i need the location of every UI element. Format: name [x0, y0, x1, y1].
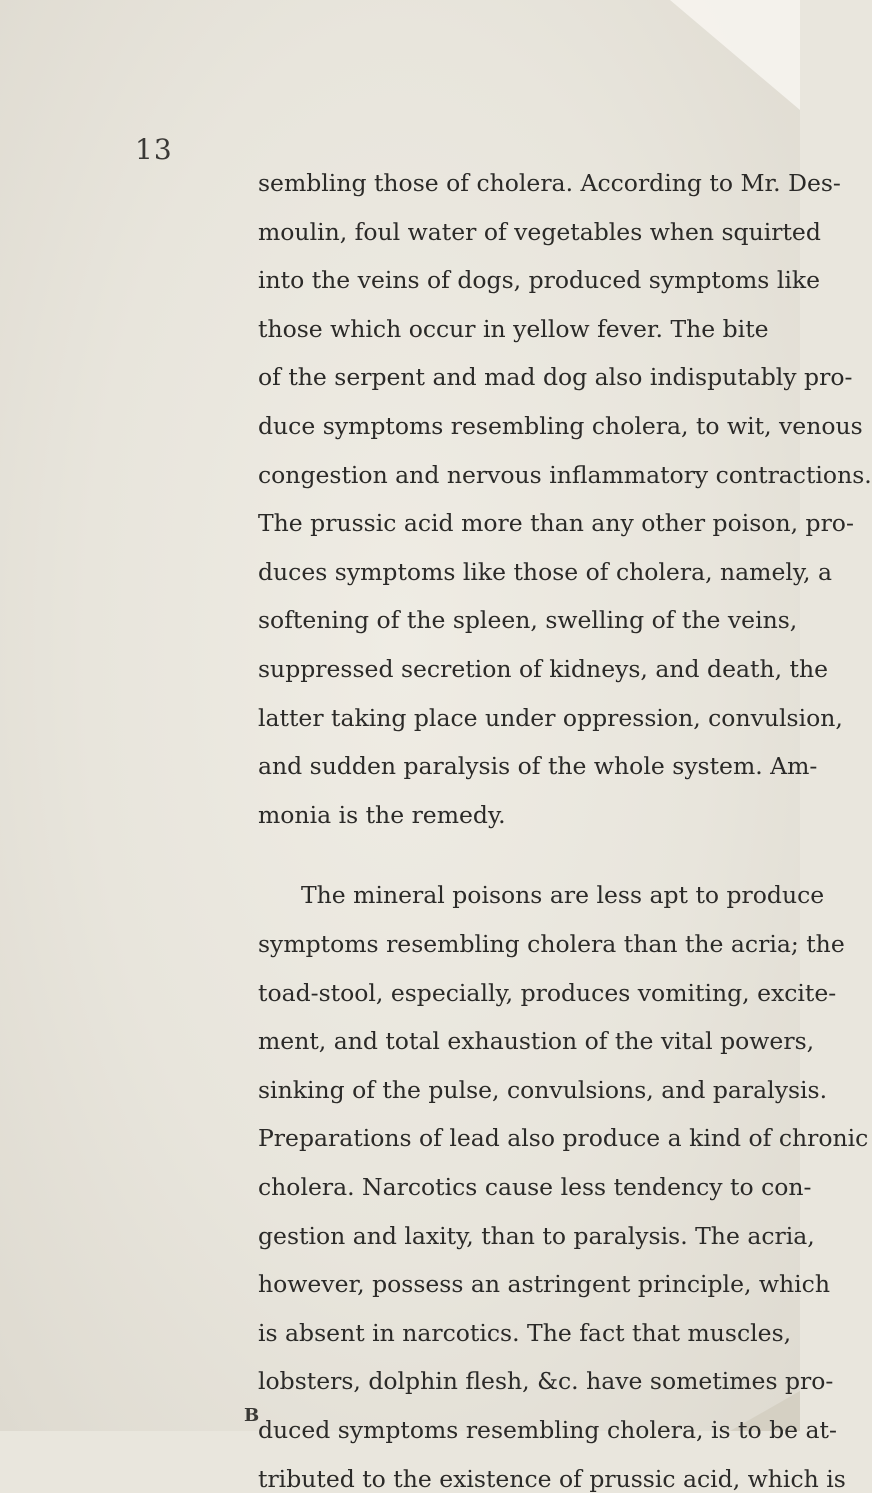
text-line: sembling those of cholera. According to Mr. Des- [258, 169, 841, 197]
text-line: The mineral poisons are less apt to produce [301, 881, 825, 909]
text-line: congestion and nervous inflammatory contractions. [258, 461, 872, 489]
text-line: tributed to the existence of prussic acid, which is [258, 1465, 846, 1493]
text-line: monia is the remedy. [258, 801, 506, 829]
text-line: duce symptoms resembling cholera, to wit, venous [258, 412, 863, 440]
text-line: however, possess an astringent principle, which [258, 1270, 830, 1298]
text-line: cholera. Narcotics cause less tendency to con- [258, 1173, 812, 1201]
text-line: The prussic acid more than any other poison, pro- [258, 509, 854, 537]
text-line: Preparations of lead also produce a kind of chronic [258, 1124, 869, 1152]
text-line: latter taking place under oppression, convulsion, [258, 704, 843, 732]
text-line: moulin, foul water of vegetables when squirted [258, 218, 821, 246]
text-line: softening of the spleen, swelling of the veins, [258, 606, 798, 634]
text-line: those which occur in yellow fever. The bite [258, 315, 769, 343]
text-line: ment, and total exhaustion of the vital powers, [258, 1027, 815, 1055]
text-line: toad-stool, especially, produces vomiting, excite- [258, 979, 837, 1007]
text-line: duced symptoms resembling cholera, is to be at- [258, 1416, 837, 1444]
text-line: symptoms resembling cholera than the acria; the [258, 930, 845, 958]
text-line: suppressed secretion of kidneys, and death, the [258, 655, 829, 683]
text-line: into the veins of dogs, produced symptoms like [258, 266, 821, 294]
text-line: is absent in narcotics. The fact that muscles, [258, 1319, 792, 1347]
signature-mark: B [244, 1405, 260, 1426]
text-line: lobsters, dolphin flesh, &c. have sometimes pro- [258, 1367, 834, 1395]
text-line: gestion and laxity, than to paralysis. The acria, [258, 1222, 815, 1250]
text-line: of the serpent and mad dog also indisputably pro- [258, 363, 853, 391]
page-corner-top-right [670, 0, 800, 110]
text-line: and sudden paralysis of the whole system. Am- [258, 752, 818, 780]
text-line: sinking of the pulse, convulsions, and paralysis. [258, 1076, 828, 1104]
text-line: duces symptoms like those of cholera, namely, a [258, 558, 832, 586]
page-number: 13 [135, 133, 173, 166]
